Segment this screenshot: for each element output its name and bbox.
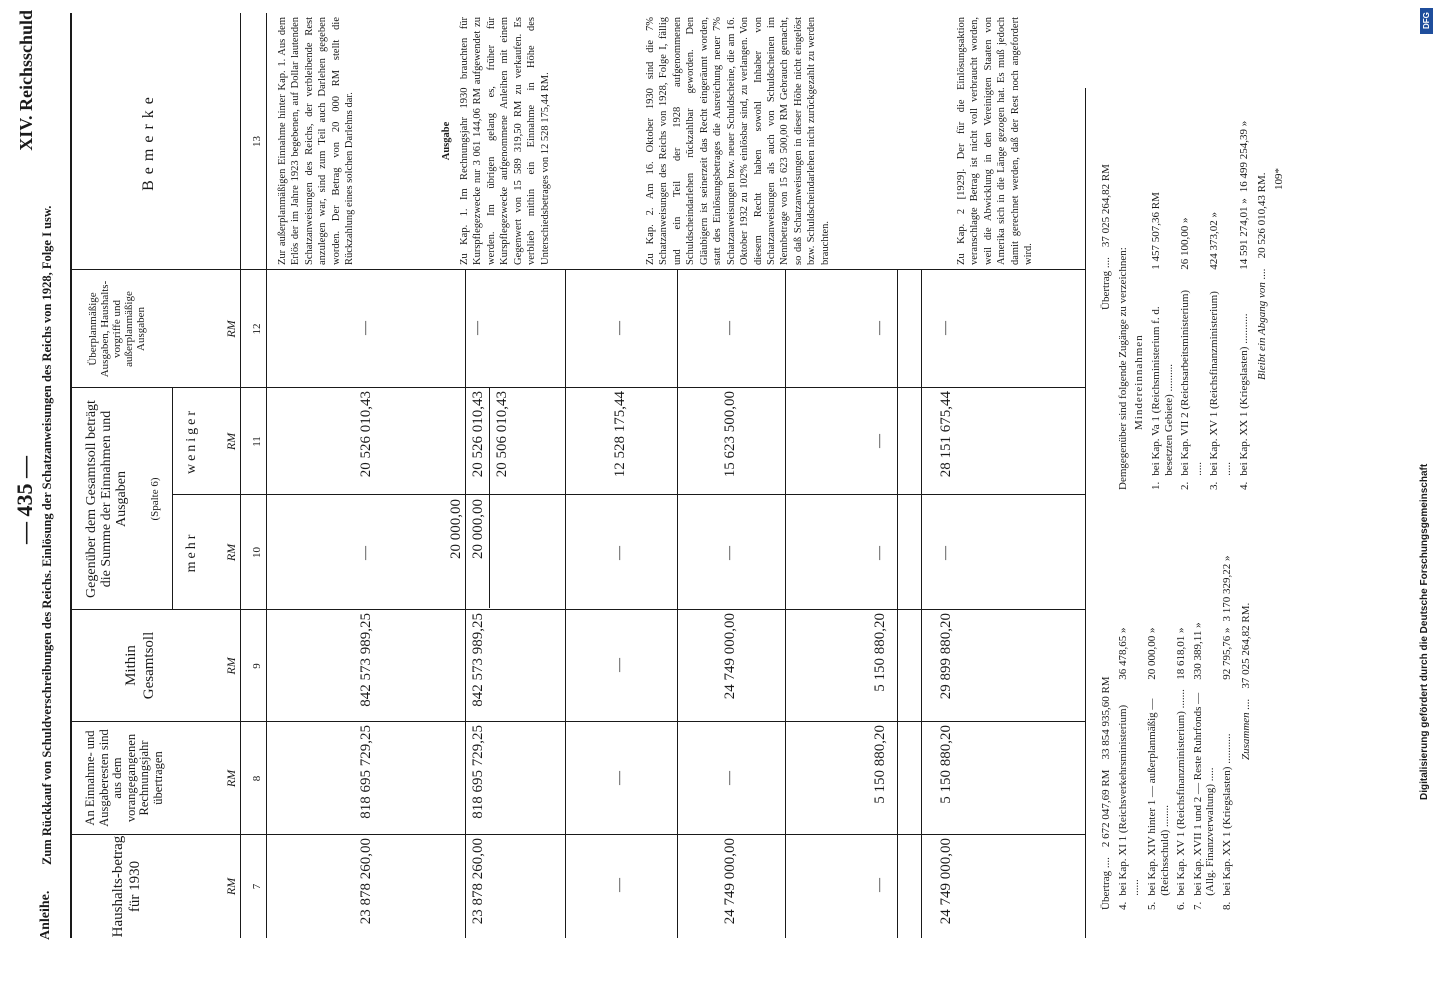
row-rule [677,270,678,938]
r1-c10: — [358,546,373,560]
col13-header: Bemerke [140,91,157,191]
fl-item [1175,530,1188,910]
fl-item-value: 20 000,00 » [1145,627,1158,680]
r5-c11: 15 623 500,00 [722,391,738,478]
fl-item [1192,530,1217,910]
fr-item-value: 1 457 507,36 RM [1149,192,1162,270]
fl-uebertrag-value: 2 672 047,69 RM [1100,769,1112,848]
row-rule [785,270,786,938]
r4-c12: — [612,321,627,335]
r3-c10: 20 000,00 [470,499,486,559]
fr-item-value: 26 100,00 » [1179,217,1192,270]
fr-heading: Mindereinnahmen [1133,334,1146,430]
r4-c11: 12 528 175,44 [612,391,628,478]
fl-item-total: 3 170 329,22 » [1221,555,1234,622]
fr-item-no: 1. [1149,481,1162,490]
col10-11-subheader: (Spalte 6) [149,477,161,521]
colno-11: 11 [251,436,263,447]
col10-11-header: Gegenüber dem Gesamtsoll beträgt die Summe der Einnahmen und Ausgaben [84,400,130,598]
fr-item-text: bei Kap. XX 1 (Kriegslasten) ........... [1237,313,1250,476]
fl-uebertrag-total: 33 854 935,60 RM [1100,676,1112,760]
r5-c10: — [722,546,737,560]
group-rule [172,388,173,610]
r1-c12: — [358,321,373,335]
remark-2: Zu Kap. 1. Im Rechnungsjahr 1930 brauchten für Kurspflegezwecke nur 3 061 144,06 RM aufgewendet zu werden. Im übrigen gelang es, früher für Kurspflegezwecke aufgenommene Anleihen mit einem Gegenwert von 15 589 319,50 RM zu verkaufen. Es verblieb mithin ein Einnahme in Höhe des Unterschiedsbetrages von 12 528 175,44 RM. [459,17,551,265]
r7-c9: 29 899 880,20 [938,613,954,700]
fl-item-text: bei Kap. XX 1 (Kriegslasten) ........... [1221,733,1234,896]
colno-9: 9 [251,663,263,669]
col11-header: weniger [184,407,199,475]
dfg-logo: DFG [1420,8,1433,34]
r7-c11: 28 151 675,44 [938,391,954,478]
fr-item-text: bei Kap. XV 1 (Reichsfinanzministerium) ..... [1208,291,1234,476]
row-rule [897,270,898,938]
r4-c8: — [612,771,627,785]
fl-item-value: 330 389,11 » [1191,622,1204,680]
fr-item-no: 4. [1237,481,1250,490]
fl-item [1221,530,1234,910]
col-sep [172,494,1085,495]
r3-sub-rule [489,388,490,608]
fl-item-text: bei Kap. XVII 1 und 2 — Reste Ruhrfonds — (Allg. Finanzverwaltung) ..... [1191,692,1217,896]
section-title: XIV. Reichsschuld [16,10,36,151]
colno-13: 13 [251,136,263,147]
footer-right [1100,30,1286,490]
r4-c7: — [612,878,627,892]
remark-3: Zu Kap. 2. Am 16. Oktober 1930 sind die 7% Schatzanweisungen des Reichs von 1928, Folge I, fällig und ein Teil der 1928 aufgenommenen Schuldscheindarlehen rückzahlbar geworden. Den Gläubigern ist seinerzeit das Recht eingeräumt worden, statt des Einlösungsbetrages die Ausreichung neuer 7% Schatzanweisungen bzw. neuer Schuldscheine, die am 16. Oktober 1932 zu 102% einlösbar sind, zu verlangen. Von diesem Recht haben sowohl Inhaber von Schatzanweisungen als auch von Schuldscheinen im Nennbetrage von 15 623 500,00 RM Gebrauch gemacht, so daß Schatzanweisungen in dieser Höhe nicht eingelöst bzw. Schuldscheindarlehen nicht zurückgezahlt zu werden brauchten. [645,17,831,265]
page-number: — 435 — [12,456,37,544]
r3-c11b: 20 506 010,43 [494,391,510,478]
r5-c7: 24 749 000,00 [722,838,738,925]
colno-12: 12 [251,323,263,335]
r5-c8: — [722,771,737,785]
unit-c11: RM [224,432,238,451]
r5-c9: 24 749 000,00 [722,613,738,700]
unit-c10: RM [224,543,238,562]
colno-8: 8 [251,775,263,782]
row-rule [921,270,922,938]
fl-item-no: 8. [1221,901,1234,910]
r7-c7: 24 749 000,00 [938,838,954,925]
unit-c7: RM [224,877,238,896]
fr-item-no: 2. [1179,481,1192,490]
fr-item-value: 14 591 274,01 » [1237,198,1250,270]
fl-item-value: 92 795,76 » [1221,627,1234,680]
fl-item-no: 4. [1116,901,1129,910]
r1-c8: 818 695 729,25 [358,725,374,819]
fl-zusammen-value: 37 025 264,82 RM. [1239,602,1252,689]
fr-bleibt-value: 20 526 010,43 RM. [1256,172,1269,259]
fl-item-text: bei Kap. XI 1 (Reichsverkehrsministerium) ...... [1116,704,1142,896]
r1-c9: 842 573 989,25 [358,613,374,707]
side-note [1419,0,1434,1000]
header-left: Anleihe. [38,890,53,940]
fl-item-value: 18 618,01 » [1175,627,1188,680]
fr-item-text: bei Kap. Va 1 (Reichsministerium f. d. besetzten Gebiete) .......... [1149,306,1175,476]
fr-intro: Demgegenüber sind folgende Zugänge zu verzeichnen: [1116,247,1129,490]
r7-c8: 5 150 880,20 [938,725,954,804]
r4-c9: — [612,658,627,672]
r3-c9: 842 573 989,25 [470,613,486,707]
page-ref: 109* [1273,168,1286,190]
r6-c10: — [872,546,887,560]
fl-item-text: bei Kap. XIV hinter 1 — außerplanmäßig — (Reichsschuld) ........ [1145,698,1171,896]
col7-header: Haushalts-betrag für 1930 [110,835,144,938]
dfg-notice: Digitalisierung gefördert durch die Deutsche Forschungsgemeinschaft [1419,463,1430,800]
header-rule [240,13,241,938]
fr-item [1179,30,1204,490]
fr-item-value: 424 373,02 » [1208,212,1221,270]
remark-1: Zur außerplanmäßigen Einnahme hinter Kap. 1. Aus dem Erlös der im Jahre 1923 begebenen, auf Dollar lautenden Schatzanweisungen des Reichs, der verbleibende Rest anzulegen war, sind zum Teil auch Darlehen gegeben worden. Der Betrag von 20 000 RM stellt die Rückzahlung eines solchen Darlehns dar. [277,17,356,265]
fl-item-no: 7. [1191,901,1204,910]
r3-c7: 23 878 260,00 [470,838,486,925]
r1-c7: 23 878 260,00 [358,838,374,925]
fr-item [1208,30,1233,490]
r4-c10: — [612,546,627,560]
fr-item [1238,30,1251,490]
r3-c11a: 20 526 010,43 [470,391,486,478]
remark-ausgabe-heading: Ausgabe [441,121,452,161]
fr-item [1150,30,1175,490]
fr-bleibt-label: Bleibt ein Abgang von .... [1256,268,1269,380]
fl-item-no: 5. [1145,901,1158,910]
fr-uebertrag-value: 37 025 264,82 RM [1100,164,1112,248]
r6-c8: 5 150 880,20 [872,725,888,804]
r6-c9: 5 150 880,20 [872,613,888,692]
col9-header: Mithin Gesamtsoll [123,631,157,700]
unit-c12: RM [224,320,238,338]
col8-header: An Einnahme- und Ausgaberesten sind aus dem vorangegangenen Rechnungsjahr übertragen [83,729,165,827]
r1-c11: 20 526 010,43 [358,391,374,478]
unit-c9: RM [224,657,238,675]
r5-c12: — [722,321,737,335]
row-rule [565,270,566,938]
remark-4: Zu Kap. 2 [1929]. Der für die Einlösungsaktion veranschlagte Betrag ist nicht voll verbraucht worden, weil die Abwicklung in den Vereinigten Staaten von Amerika sich in die Länge gezogen hat. Es muß jedoch damit gerechnet werden, daß der Rest noch angefordert wird. [956,17,1035,265]
fr-uebertrag-label: Übertrag .... [1100,257,1112,310]
fl-item [1146,530,1171,910]
r6-c11: — [872,434,887,448]
colno-rule [266,13,267,938]
r7-c12: — [938,321,953,335]
fl-item [1117,530,1142,910]
r6-c12: — [872,321,887,335]
row-rule [465,270,466,938]
fl-zusammen-label: Zusammen .... [1239,698,1252,760]
fr-item-no: 3. [1208,481,1221,490]
col10-header: mehr [184,531,199,573]
col12-header: Überplanmäßige Ausgaben, Haushalts-vorgriffe und außerplanmäßige Ausgaben [87,280,147,378]
running-header: Zum Rückkauf von Schuldverschreibungen des Reichs. Einlösung der Schatzanweisungen des Reichs von 1928, Folge I usw. [40,205,54,865]
r3-c8: 818 695 729,25 [470,725,486,819]
table-bottom-rule [1085,88,1086,938]
fl-item-text: bei Kap. XV 1 (Reichsfinanzministerium) ....... [1175,689,1188,896]
table-top-rule [70,13,72,938]
r7-c10: — [938,546,953,560]
footer-left [1100,530,1252,910]
r3-c12: — [470,321,485,335]
unit-c8: RM [224,769,238,788]
r2-c10: 20 000,00 [448,499,464,559]
fl-uebertrag-label: Übertrag .... [1100,857,1112,910]
fr-item-text: bei Kap. VII 2 (Reichsarbeitsministerium) ..... [1179,289,1204,476]
fl-item-no: 6. [1175,901,1188,910]
fl-item-value: 36 478,65 » [1116,627,1129,680]
colno-7: 7 [251,883,263,890]
r6-c7: — [872,878,887,892]
fr-item-total: 16 499 254,39 » [1237,120,1250,193]
colno-10: 10 [251,547,263,558]
